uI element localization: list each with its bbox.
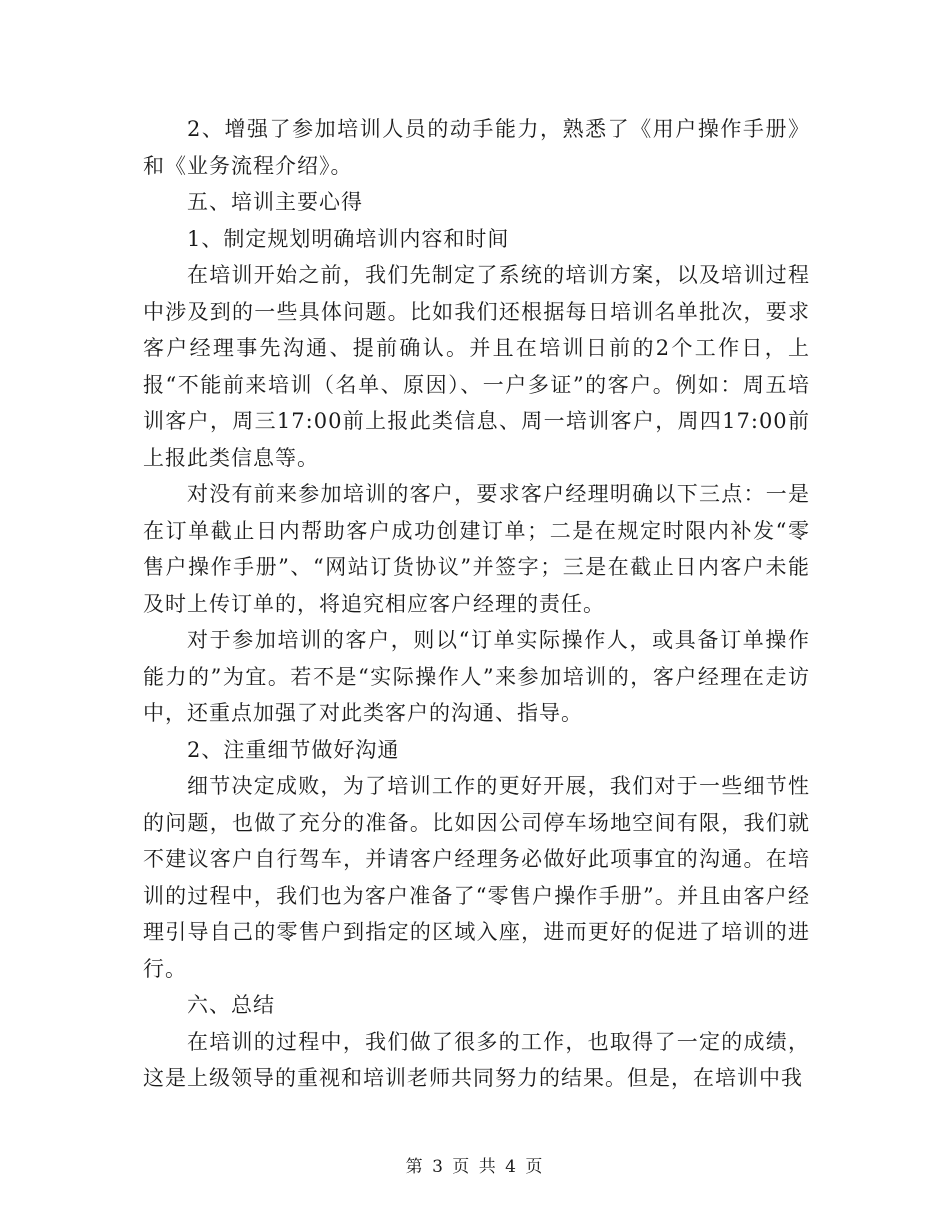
subheading-details: 2、注重细节做好沟通 — [187, 737, 400, 762]
heading-section-five: 五、培训主要心得 — [187, 190, 363, 214]
heading-section-six: 六、总结 — [187, 993, 275, 1017]
paragraph-details: 细节决定成败，为了培训工作的更好开展，我们对于一些细节性的问题，也做了充分的准备。比如因公司停车场地空间有限，我们就不建议客户自行驾车，并请客户经理务必做好此项事宜的沟通。在培训的过程中，我们也为客户准备了“零售户操作手册”。并且由客户经理引导自己的零售户到指定的区域入座，进而更好的促进了培训的进行。 — [143, 774, 810, 981]
paragraph-summary: 在培训的过程中，我们做了很多的工作，也取得了一定的成绩，这是上级领导的重视和培训老师共同努力的结果。但是，在培训中我 — [143, 1029, 810, 1090]
page-number-footer: 第 3 页 共 4 页 — [405, 1157, 545, 1177]
paragraph-skill-improvement: 2、增强了参加培训人员的动手能力，熟悉了《用户操作手册》和《业务流程介绍》。 — [143, 117, 810, 178]
document-body — [143, 111, 810, 1097]
paragraph-absent-clients: 对没有前来参加培训的客户，要求客户经理明确以下三点：一是在订单截止日内帮助客户成功创建订单；二是在规定时限内补发“零售户操作手册”、“网站订货协议”并签字；三是在截止日内客户未能及时上传订单的，将追究相应客户经理的责任。 — [143, 482, 810, 616]
subheading-planning: 1、制定规划明确培训内容和时间 — [187, 226, 510, 251]
paragraph-training-plan: 在培训开始之前，我们先制定了系统的培训方案，以及培训过程中涉及到的一些具体问题。比如我们还根据每日培训名单批次，要求客户经理事先沟通、提前确认。并且在培训日前的2个工作日，上报“不能前来培训（名单、原因）、一户多证”的客户。例如：周五培训客户，周三17:00前上报此类信息、周一培训客户，周四17:00前上报此类信息等。 — [143, 263, 810, 470]
paragraph-attending-clients: 对于参加培训的客户，则以“订单实际操作人，或具备订单操作能力的”为宜。若不是“实际操作人”来参加培训的，客户经理在走访中，还重点加强了对此类客户的沟通、指导。 — [143, 628, 810, 725]
